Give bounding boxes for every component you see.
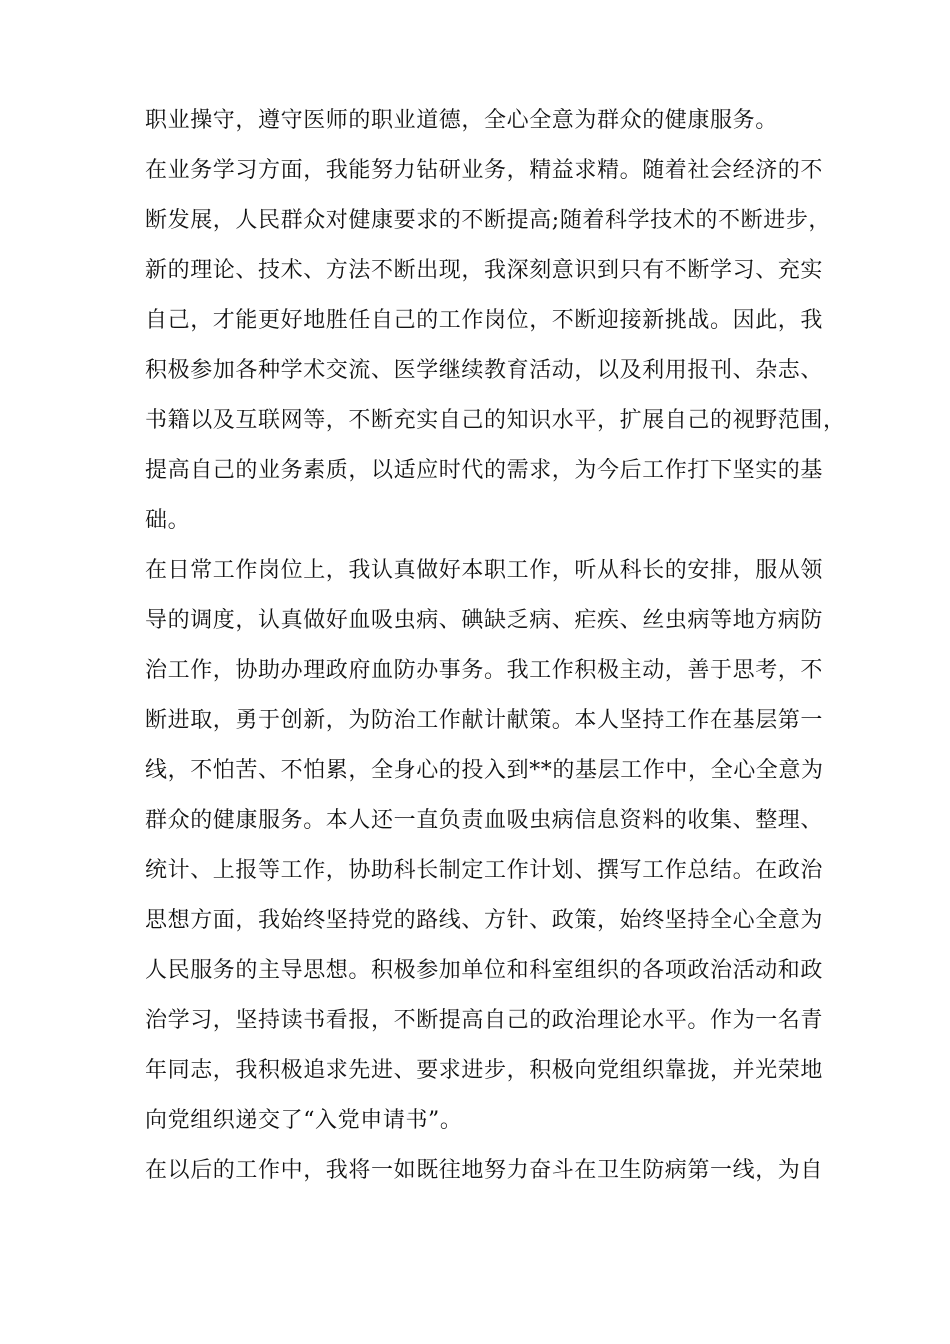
text-line: 线，不怕苦、不怕累，全身心的投入到**的基层工作中，全心全意为 [145, 758, 824, 783]
text-line: 在业务学习方面，我能努力钻研业务，精益求精。随着社会经济的不 [145, 158, 824, 183]
text-line: 书籍以及互联网等，不断充实自己的知识水平，扩展自己的视野范围， [145, 408, 846, 433]
text-line: 断进取，勇于创新，为防治工作献计献策。本人坚持工作在基层第一 [145, 708, 824, 733]
text-line: 在以后的工作中，我将一如既往地努力奋斗在卫生防病第一线，为自 [145, 1158, 824, 1183]
text-line: 群众的健康服务。本人还一直负责血吸虫病信息资料的收集、整理、 [145, 808, 824, 833]
text-line: 在日常工作岗位上，我认真做好本职工作，听从科长的安排，服从领 [145, 558, 824, 583]
text-line: 自己，才能更好地胜任自己的工作岗位，不断迎接新挑战。因此，我 [145, 308, 824, 333]
text-line: 职业操守，遵守医师的职业道德，全心全意为群众的健康服务。 [145, 108, 778, 133]
text-line: 思想方面，我始终坚持党的路线、方针、政策，始终坚持全心全意为 [145, 908, 824, 933]
text-line: 治学习，坚持读书看报，不断提高自己的政治理论水平。作为一名青 [145, 1008, 824, 1033]
text-line: 积极参加各种学术交流、医学继续教育活动，以及利用报刊、杂志、 [145, 358, 824, 383]
text-line: 础。 [145, 508, 191, 533]
text-line: 人民服务的主导思想。积极参加单位和科室组织的各项政治活动和政 [145, 958, 824, 983]
text-line: 治工作，协助办理政府血防办事务。我工作积极主动，善于思考，不 [145, 658, 824, 683]
text-line: 年同志，我积极追求先进、要求进步，积极向党组织靠拢，并光荣地 [145, 1058, 824, 1083]
text-line: 提高自己的业务素质，以适应时代的需求，为今后工作打下坚实的基 [145, 458, 824, 483]
text-line: 导的调度，认真做好血吸虫病、碘缺乏病、疟疾、丝虫病等地方病防 [145, 608, 824, 633]
text-line: 统计、上报等工作，协助科长制定工作计划、撰写工作总结。在政治 [145, 858, 824, 883]
text-line: 断发展，人民群众对健康要求的不断提高;随着科学技术的不断进步， [145, 208, 832, 233]
text-line: 新的理论、技术、方法不断出现，我深刻意识到只有不断学习、充实 [145, 258, 824, 283]
text-line: 向党组织递交了“入党申请书”。 [145, 1108, 463, 1133]
